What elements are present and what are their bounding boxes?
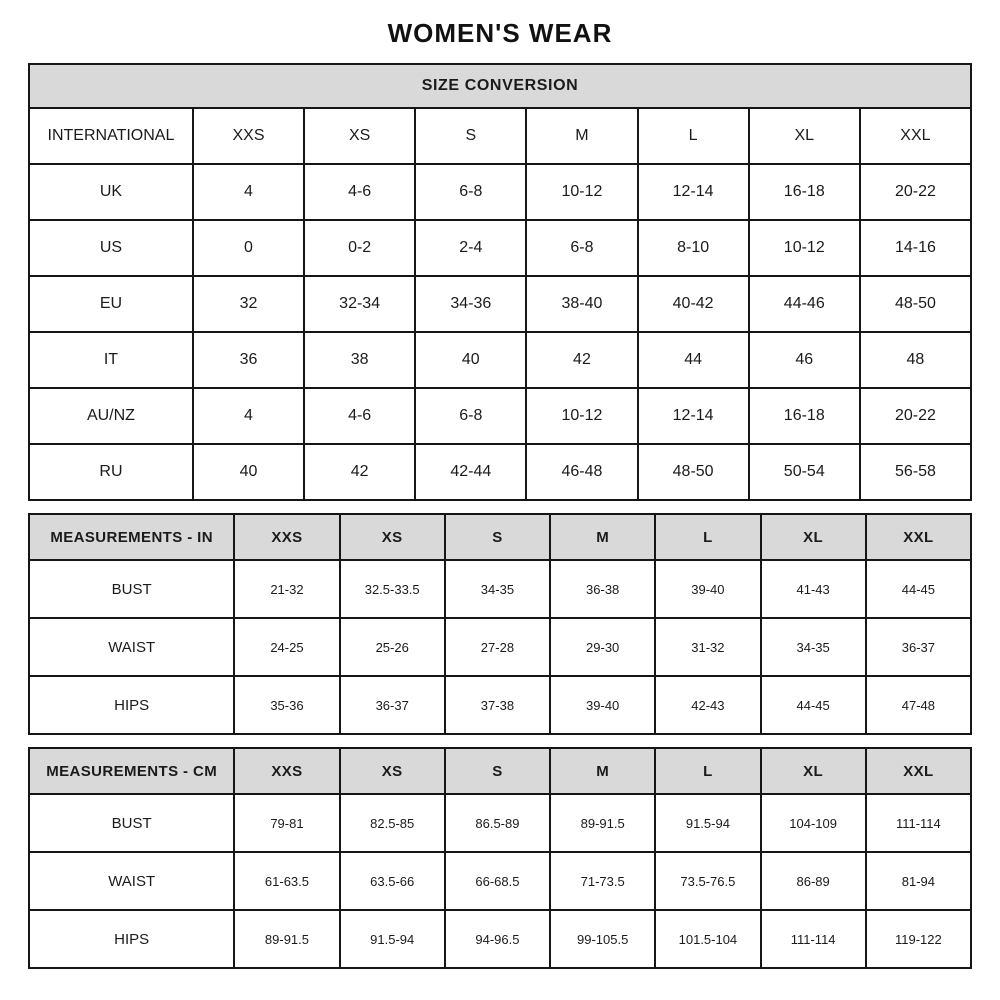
value-cell: 6-8 [415, 388, 526, 444]
value-cell: 42 [526, 332, 637, 388]
value-cell: 101.5-104 [655, 910, 760, 968]
value-cell: 99-105.5 [550, 910, 655, 968]
value-cell: 2-4 [415, 220, 526, 276]
value-cell: 32.5-33.5 [340, 560, 445, 618]
value-cell: 37-38 [445, 676, 550, 734]
value-cell: 16-18 [749, 164, 860, 220]
value-cell: 29-30 [550, 618, 655, 676]
value-cell: 111-114 [761, 910, 866, 968]
table-row [29, 560, 971, 618]
row-label: BUST [29, 794, 234, 852]
column-header: S [445, 514, 550, 560]
value-cell: 4-6 [304, 388, 415, 444]
column-header: XL [761, 748, 866, 794]
table-row [29, 388, 971, 444]
table-header-row [29, 108, 971, 164]
value-cell: 40 [193, 444, 304, 500]
value-cell: 35-36 [234, 676, 339, 734]
value-cell: 44-45 [761, 676, 866, 734]
value-cell: 25-26 [340, 618, 445, 676]
value-cell: 89-91.5 [234, 910, 339, 968]
value-cell: 48-50 [860, 276, 971, 332]
row-label: WAIST [29, 852, 234, 910]
value-cell: 44-46 [749, 276, 860, 332]
value-cell: 10-12 [749, 220, 860, 276]
value-cell: 27-28 [445, 618, 550, 676]
value-cell: 79-81 [234, 794, 339, 852]
row-label: HIPS [29, 676, 234, 734]
value-cell: 12-14 [638, 388, 749, 444]
value-cell: 34-36 [415, 276, 526, 332]
value-cell: 61-63.5 [234, 852, 339, 910]
value-cell: 21-32 [234, 560, 339, 618]
value-cell: 38-40 [526, 276, 637, 332]
value-cell: 4 [193, 388, 304, 444]
page-title: WOMEN'S WEAR [387, 18, 613, 48]
row-label: WAIST [29, 618, 234, 676]
value-cell: 56-58 [860, 444, 971, 500]
column-header: XXS [234, 514, 339, 560]
column-header: L [655, 748, 760, 794]
value-cell: 94-96.5 [445, 910, 550, 968]
value-cell: 91.5-94 [655, 794, 760, 852]
value-cell: 119-122 [866, 910, 971, 968]
value-cell: 42 [304, 444, 415, 500]
column-header: XXL [866, 514, 971, 560]
column-header: XXL [866, 748, 971, 794]
value-cell: 39-40 [550, 676, 655, 734]
row-label: UK [29, 164, 193, 220]
value-cell: 111-114 [866, 794, 971, 852]
column-header: XXL [860, 108, 971, 164]
row-label: RU [29, 444, 193, 500]
value-cell: 36 [193, 332, 304, 388]
column-header: XXS [234, 748, 339, 794]
value-cell: 20-22 [860, 388, 971, 444]
table-row [29, 332, 971, 388]
column-header: XL [761, 514, 866, 560]
value-cell: 42-43 [655, 676, 760, 734]
value-cell: 10-12 [526, 388, 637, 444]
value-cell: 42-44 [415, 444, 526, 500]
column-header: XL [749, 108, 860, 164]
value-cell: 71-73.5 [550, 852, 655, 910]
value-cell: 16-18 [749, 388, 860, 444]
table-row [29, 220, 971, 276]
value-cell: 32 [193, 276, 304, 332]
row-label: EU [29, 276, 193, 332]
corner-header: MEASUREMENTS - IN [29, 514, 234, 560]
column-header: S [445, 748, 550, 794]
value-cell: 32-34 [304, 276, 415, 332]
value-cell: 34-35 [761, 618, 866, 676]
value-cell: 40 [415, 332, 526, 388]
value-cell: 50-54 [749, 444, 860, 500]
column-header: XS [304, 108, 415, 164]
value-cell: 66-68.5 [445, 852, 550, 910]
value-cell: 89-91.5 [550, 794, 655, 852]
value-cell: 39-40 [655, 560, 760, 618]
column-header: S [415, 108, 526, 164]
value-cell: 6-8 [526, 220, 637, 276]
value-cell: 44-45 [866, 560, 971, 618]
table-row [29, 852, 971, 910]
value-cell: 46-48 [526, 444, 637, 500]
value-cell: 91.5-94 [340, 910, 445, 968]
value-cell: 4 [193, 164, 304, 220]
measurements-in-table [28, 513, 972, 735]
value-cell: 73.5-76.5 [655, 852, 760, 910]
value-cell: 48-50 [638, 444, 749, 500]
table-header-row [29, 748, 971, 794]
value-cell: 41-43 [761, 560, 866, 618]
value-cell: 86-89 [761, 852, 866, 910]
table-row [29, 910, 971, 968]
value-cell: 31-32 [655, 618, 760, 676]
column-header: L [655, 514, 760, 560]
column-header: M [550, 748, 655, 794]
table-row [29, 676, 971, 734]
value-cell: 12-14 [638, 164, 749, 220]
measurements-cm-table [28, 747, 972, 969]
table-row [29, 618, 971, 676]
row-label: IT [29, 332, 193, 388]
column-header: XS [340, 514, 445, 560]
value-cell: 36-38 [550, 560, 655, 618]
column-header: XS [340, 748, 445, 794]
row-label: HIPS [29, 910, 234, 968]
value-cell: 104-109 [761, 794, 866, 852]
row-label: AU/NZ [29, 388, 193, 444]
value-cell: 40-42 [638, 276, 749, 332]
value-cell: 63.5-66 [340, 852, 445, 910]
row-label: BUST [29, 560, 234, 618]
corner-header: MEASUREMENTS - CM [29, 748, 234, 794]
table-title-row [29, 64, 971, 108]
row-label: US [29, 220, 193, 276]
value-cell: 36-37 [340, 676, 445, 734]
table-row [29, 444, 971, 500]
value-cell: 38 [304, 332, 415, 388]
value-cell: 10-12 [526, 164, 637, 220]
column-header: M [550, 514, 655, 560]
value-cell: 0 [193, 220, 304, 276]
column-header: XXS [193, 108, 304, 164]
value-cell: 0-2 [304, 220, 415, 276]
value-cell: 4-6 [304, 164, 415, 220]
corner-header: INTERNATIONAL [29, 108, 193, 164]
value-cell: 6-8 [415, 164, 526, 220]
table-row [29, 164, 971, 220]
size-conversion-table [28, 63, 972, 501]
value-cell: 48 [860, 332, 971, 388]
table-title: SIZE CONVERSION [29, 64, 971, 108]
table-header-row [29, 514, 971, 560]
value-cell: 8-10 [638, 220, 749, 276]
table-row [29, 276, 971, 332]
value-cell: 86.5-89 [445, 794, 550, 852]
value-cell: 34-35 [445, 560, 550, 618]
value-cell: 14-16 [860, 220, 971, 276]
value-cell: 24-25 [234, 618, 339, 676]
value-cell: 47-48 [866, 676, 971, 734]
column-header: L [638, 108, 749, 164]
table-row [29, 794, 971, 852]
value-cell: 81-94 [866, 852, 971, 910]
column-header: M [526, 108, 637, 164]
value-cell: 20-22 [860, 164, 971, 220]
value-cell: 82.5-85 [340, 794, 445, 852]
value-cell: 44 [638, 332, 749, 388]
value-cell: 36-37 [866, 618, 971, 676]
value-cell: 46 [749, 332, 860, 388]
